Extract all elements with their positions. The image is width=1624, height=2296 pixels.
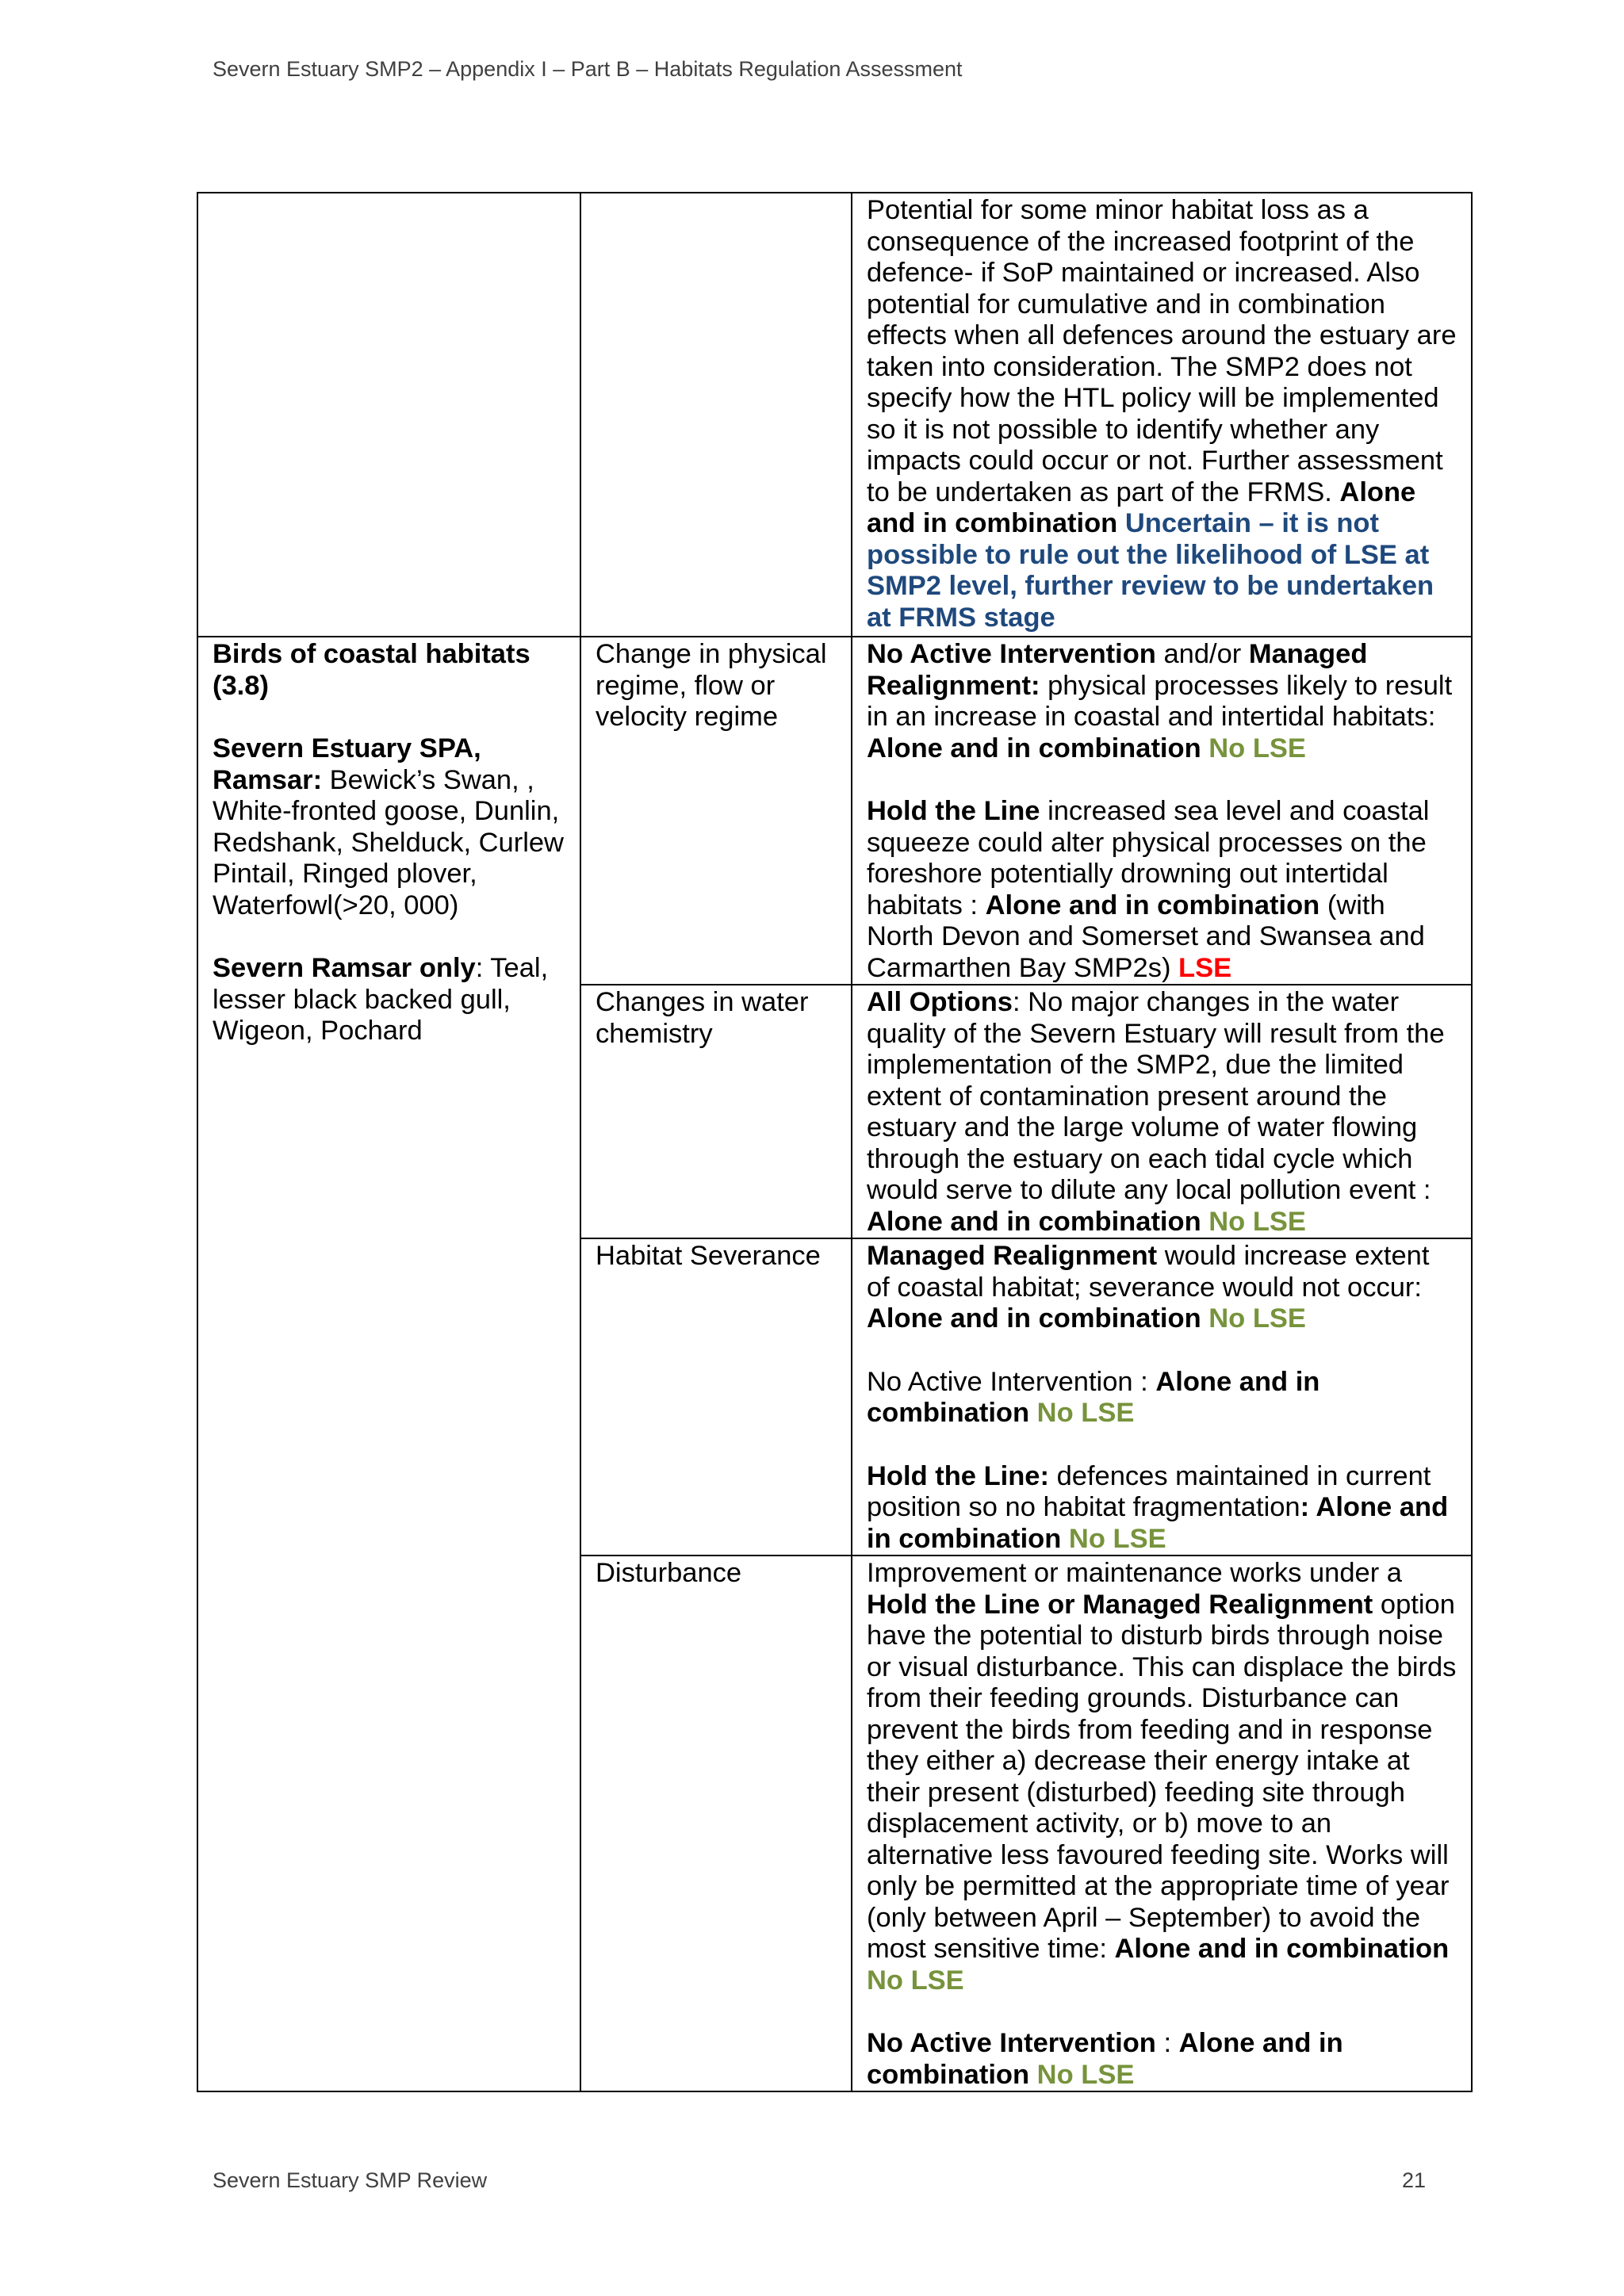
no-lse-verdict: No LSE [1208,1303,1306,1334]
no-lse-verdict: No LSE [1036,2059,1135,2090]
spa-species-list [213,733,567,921]
no-lse-verdict: No LSE [1068,1523,1166,1554]
assessment-paragraph: No Active Intervention : Alone and in combination No LSE [867,1366,1320,1428]
page-header: Severn Estuary SMP2 – Appendix I – Part B – Habitats Regulation Assessment [213,57,963,81]
spa-label: Severn Estuary SPA, Ramsar: [213,733,481,795]
assessment-paragraph: All Options: No major changes in the water quality of the Severn Estuary will result from the implementation of the SMP2, due the limited extent of contamination present around the estuary and the large volume of water flowing through the estuary on each tidal cycle which would serve to dilute any local pollution event : Alone and in combination No LSE [867,987,1445,1237]
assessment-paragraph: No Active Intervention : Alone and in combination No LSE [867,2028,1343,2090]
ramsar-species-list [213,953,567,1047]
assessment-cell [852,193,1472,637]
assessment-paragraph: Hold the Line increased sea level and coastal squeeze could alter physical processes on the foreshore potentially drowning out intertidal habitats : Alone and in combination (with North Devon and Somerset and Swansea and Carmarthen Bay SMP2s) LSE [867,796,1430,983]
no-lse-verdict: No LSE [1208,1206,1306,1237]
impact-cell: Disturbance [580,1556,852,2091]
footer-title: Severn Estuary SMP Review [213,2168,488,2192]
ramsar-label: Severn Ramsar only [213,953,476,983]
assessment-cell [852,1238,1472,1556]
feature-cell [197,637,580,2091]
feature-title: Birds of coastal habitats (3.8) [213,639,530,701]
assessment-cell [852,1556,1472,2091]
assessment-paragraph: Managed Realignment would increase extent of coastal habitat; severance would not occur: Alone and in combination No LSE [867,1241,1430,1334]
assessment-paragraph: No Active Intervention and/or Managed Realignment: physical processes likely to result in an increase in coastal and intertidal habitats: Alone and in combination No LSE [867,639,1453,763]
assessment-bold-text: Alone and in combination [867,476,1416,538]
ramsar-species: : Teal, lesser black backed gull, Wigeon, Pochard [213,953,549,1046]
impact-cell: Habitat Severance [580,1238,852,1556]
assessment-paragraph: Hold the Line: defences maintained in current position so no habitat fragmentation: Alone and in combination No LSE [867,1460,1449,1554]
page-number: 21 [1401,2168,1426,2192]
page-footer [213,2168,1426,2193]
no-lse-verdict: No LSE [1208,733,1306,763]
feature-cell [197,193,580,637]
impact-cell: Change in physical regime, flow or velocity regime [580,637,852,985]
assessment-cell [852,985,1472,1238]
assessment-paragraph [867,195,1458,633]
no-lse-verdict: No LSE [1036,1398,1135,1428]
uncertain-verdict: Uncertain – it is not possible to rule out the likelihood of LSE at SMP2 level, further review to be undertaken at FRMS stage [867,508,1434,633]
impact-cell: Changes in water chemistry [580,985,852,1238]
assessment-text: Potential for some minor habitat loss as a consequence of the increased footprint of the defence- if SoP maintained or increased. Also potential for cumulative and in combination effects when all defences around the estuary are taken into consideration. The SMP2 does not specify how the HTL policy will be implemented so it is not possible to identify whether any impacts could occur or not. Further assessment to be undertaken as part of the FRMS. [867,195,1457,507]
table-row [197,193,1472,637]
spa-species: Bewick’s Swan, , White-fronted goose, Dunlin, Redshank, Shelduck, Curlew Pintail, Ringed plover, Waterfowl(>20, 000) [213,764,564,920]
no-lse-verdict: No LSE [867,1965,964,1996]
impact-cell [580,193,852,637]
table-row [197,637,1472,985]
assessment-cell [852,637,1472,985]
assessment-table [197,192,1473,2092]
lse-verdict: LSE [1178,952,1232,983]
assessment-paragraph: Improvement or maintenance works under a Hold the Line or Managed Realignment option have the potential to disturb birds through noise or visual disturbance. This can displace the birds from their feeding grounds. Disturbance can prevent the birds from feeding and in response they either a) decrease their energy intake at their present (disturbed) feeding site through displacement activity, or b) move to an alternative less favoured feeding site. Works will only be permitted at the appropriate time of year (only between April – September) to avoid the most sensitive time: Alone and in combination No LSE [867,1558,1457,1996]
